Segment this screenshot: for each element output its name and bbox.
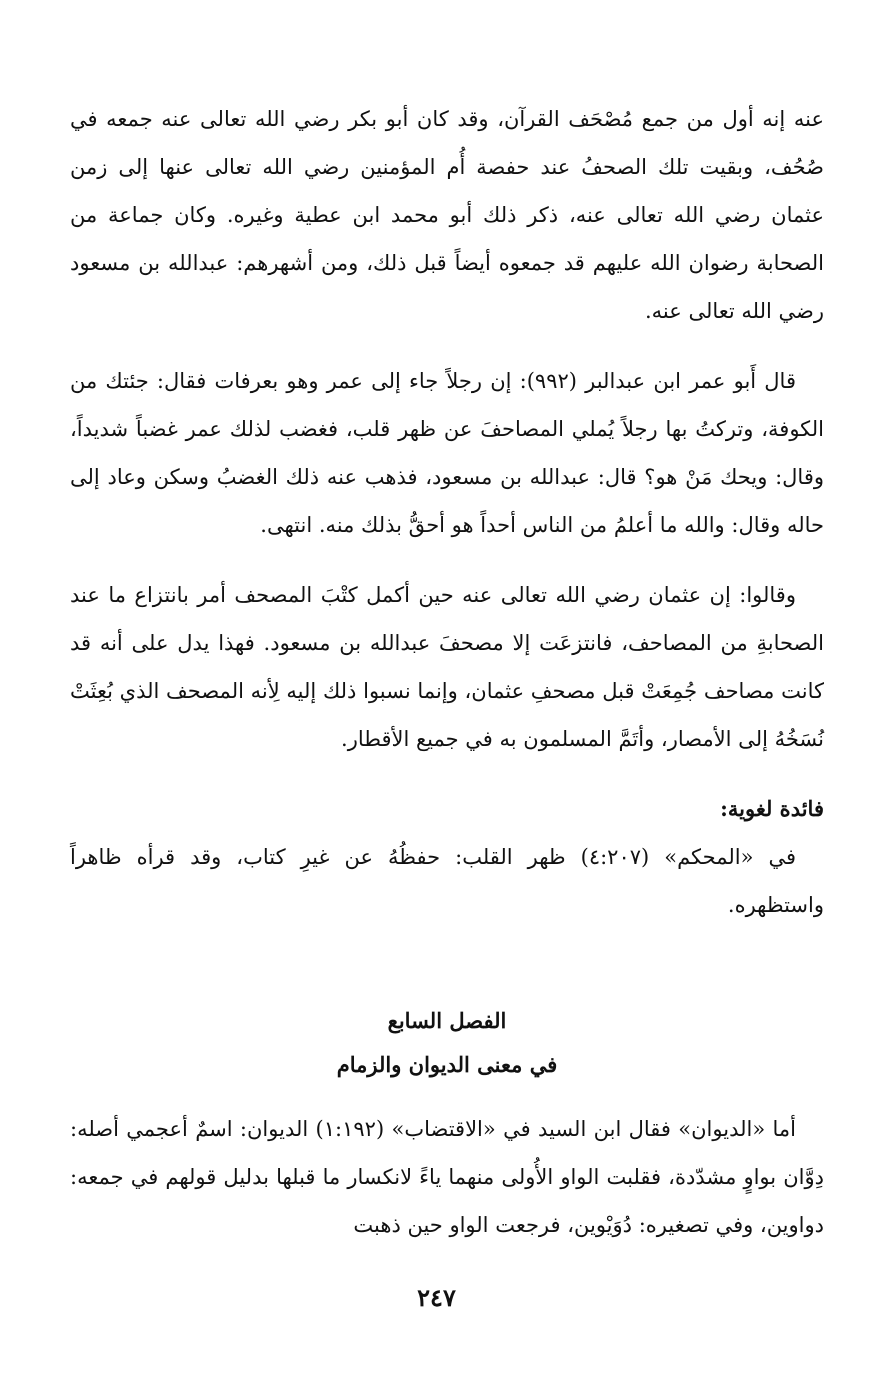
linguistic-note-heading: فائدة لغوية: [720,796,824,821]
spacer [70,763,824,785]
page-body [70,95,824,1249]
chapter-subtitle: في معنى الديوان والزمام [336,1052,558,1077]
spacer [70,335,824,357]
chapter-title: الفصل السابع [387,1008,507,1033]
paragraph-diwan-definition: أما «الديوان» فقال ابن السيد في «الاقتضاب» (١:١٩٢) الديوان: اسمٌ أعجمي أصله: دِوَّان بواوٍ مشدّدة، فقلبت الواو الأُولى منهما ياءً لانكسار ما قبلها بدليل قولهم في جمعه: دواوين، وفي تصغيره: دُوَيْوين، فرجعت الواو حين ذهبت [70,1117,824,1237]
paragraph-ibn-abdilbarr: قال أَبو عمر ابن عبدالبر (٩٩٢): إن رجلاً جاء إلى عمر وهو بعرفات فقال: جئتك من الكوفة، وتركتُ بها رجلاً يُملي المصاحفَ عن ظهر قلب، فغضب لذلك عمر غضباً شديداً، وقال: ويحك مَنْ هو؟ قال: عبدالله بن مسعود، فذهب عنه ذلك الغضبُ وسكن وعاد إلى حاله وقال: والله ما أعلمُ من الناس أحداً هو أحقُّ بذلك منه. انتهى. [70,369,824,537]
paragraph-muhkam-note: في «المحكم» (٤:٢٠٧) ظهر القلب: حفظُهُ عن غيرِ كتاب، وقد قرأه ظاهراً واستظهره. [70,845,824,917]
paragraph-mushaf-history: عنه إنه أول من جمع مُصْحَف القرآن، وقد كان أبو بكر رضي الله تعالى عنه جمعه في صُحُف، وبقيت تلك الصحفُ عند حفصة أُم المؤمنين رضي الله تعالى عنها إلى زمن عثمان رضي الله تعالى عنه، ذكر ذلك أبو محمد ابن عطية وغيره. وكان جماعة من الصحابة رضوان الله عليهم قد جمعوه أيضاً قبل ذلك، ومن أشهرهم: عبدالله بن مسعود رضي الله تعالى عنه. [70,107,824,323]
paragraph-uthman-mushaf: وقالوا: إن عثمان رضي الله تعالى عنه حين أكمل كتْبَ المصحف أمر بانتزاع ما عند الصحابةِ من المصاحف، فانتزعَت إلا مصحفَ عبدالله بن مسعود. فهذا يدل على أنه قد كانت مصاحف جُمِعَتْ قبل مصحفِ عثمان، وإنما نسبوا ذلك إليه لِأنه المصحف الذي بُعِثَتْ نُسَخُهُ إلى الأمصار، وأتَمَّ المسلمون به في جميع الأقطار. [70,583,824,751]
chapter-header [70,999,824,1087]
page-number: ٢٤٧ [417,1283,456,1312]
spacer [70,549,824,571]
